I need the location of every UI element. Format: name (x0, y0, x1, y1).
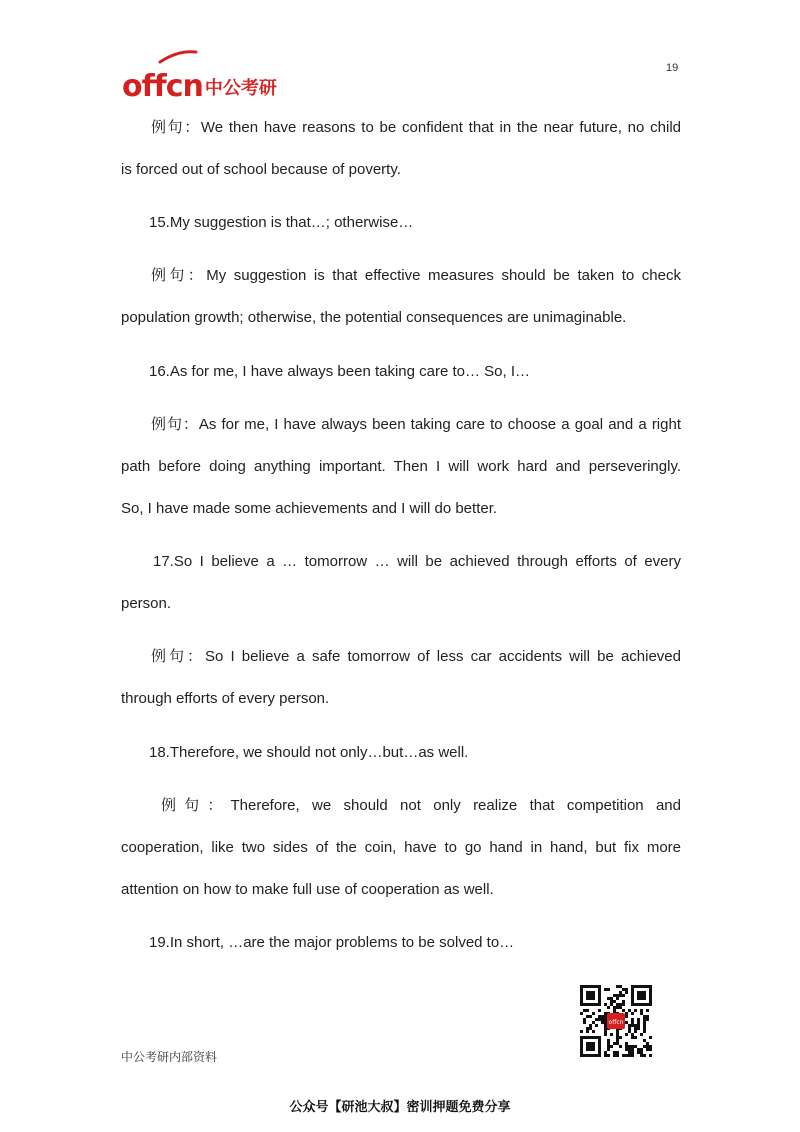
qr-center-badge-text: offcn (608, 1019, 624, 1026)
text-line: 例句：So I believe a safe tomorrow of less car accidents will be achieved (151, 648, 681, 665)
text-line: 16.As for me, I have always been taking care to… So, I… (149, 363, 531, 380)
page-number: 19 (666, 62, 679, 74)
text-line: attention on how to make full use of cooperation as well. (121, 881, 494, 898)
logo-latin-text: offcn (122, 69, 203, 104)
footer-internal-label: 中公考研内部资料 (121, 1050, 218, 1064)
footer-share-text: 公众号【研池大叔】密训押题免费分享 (289, 1099, 511, 1114)
text-line: path before doing anything important. Then I will work hard and perseveringly. (121, 458, 681, 475)
text-line: 例句：My suggestion is that effective measures should be taken to check (151, 267, 681, 284)
text-line: 18.Therefore, we should not only…but…as well. (149, 744, 469, 761)
text-line: population growth; otherwise, the potential consequences are unimaginable. (121, 309, 627, 326)
text-line: through efforts of every person. (121, 690, 330, 707)
text-line: person. (121, 595, 172, 612)
text-line: 例句：Therefore, we should not only realize that competition and (161, 797, 681, 814)
text-line: So, I have made some achievements and I will do better. (121, 500, 498, 517)
text-line: cooperation, like two sides of the coin, have to go hand in hand, but fix more (121, 839, 681, 856)
qr-code-icon (580, 985, 652, 1057)
text-line: 例句：We then have reasons to be confident that in the near future, no child (151, 119, 681, 136)
text-line: 15.My suggestion is that…; otherwise… (149, 214, 414, 231)
logo-swoosh-icon (158, 48, 198, 64)
text-line: 17.So I believe a … tomorrow … will be achieved through efforts of every (153, 553, 681, 570)
logo-chinese-text: 中公考研 (204, 78, 277, 99)
offcn-logo (122, 58, 277, 102)
text-line: 19.In short, …are the major problems to be solved to… (149, 934, 515, 951)
text-line: is forced out of school because of poverty. (121, 161, 401, 178)
text-line: 例句：As for me, I have always been taking care to choose a goal and a right (151, 416, 681, 433)
